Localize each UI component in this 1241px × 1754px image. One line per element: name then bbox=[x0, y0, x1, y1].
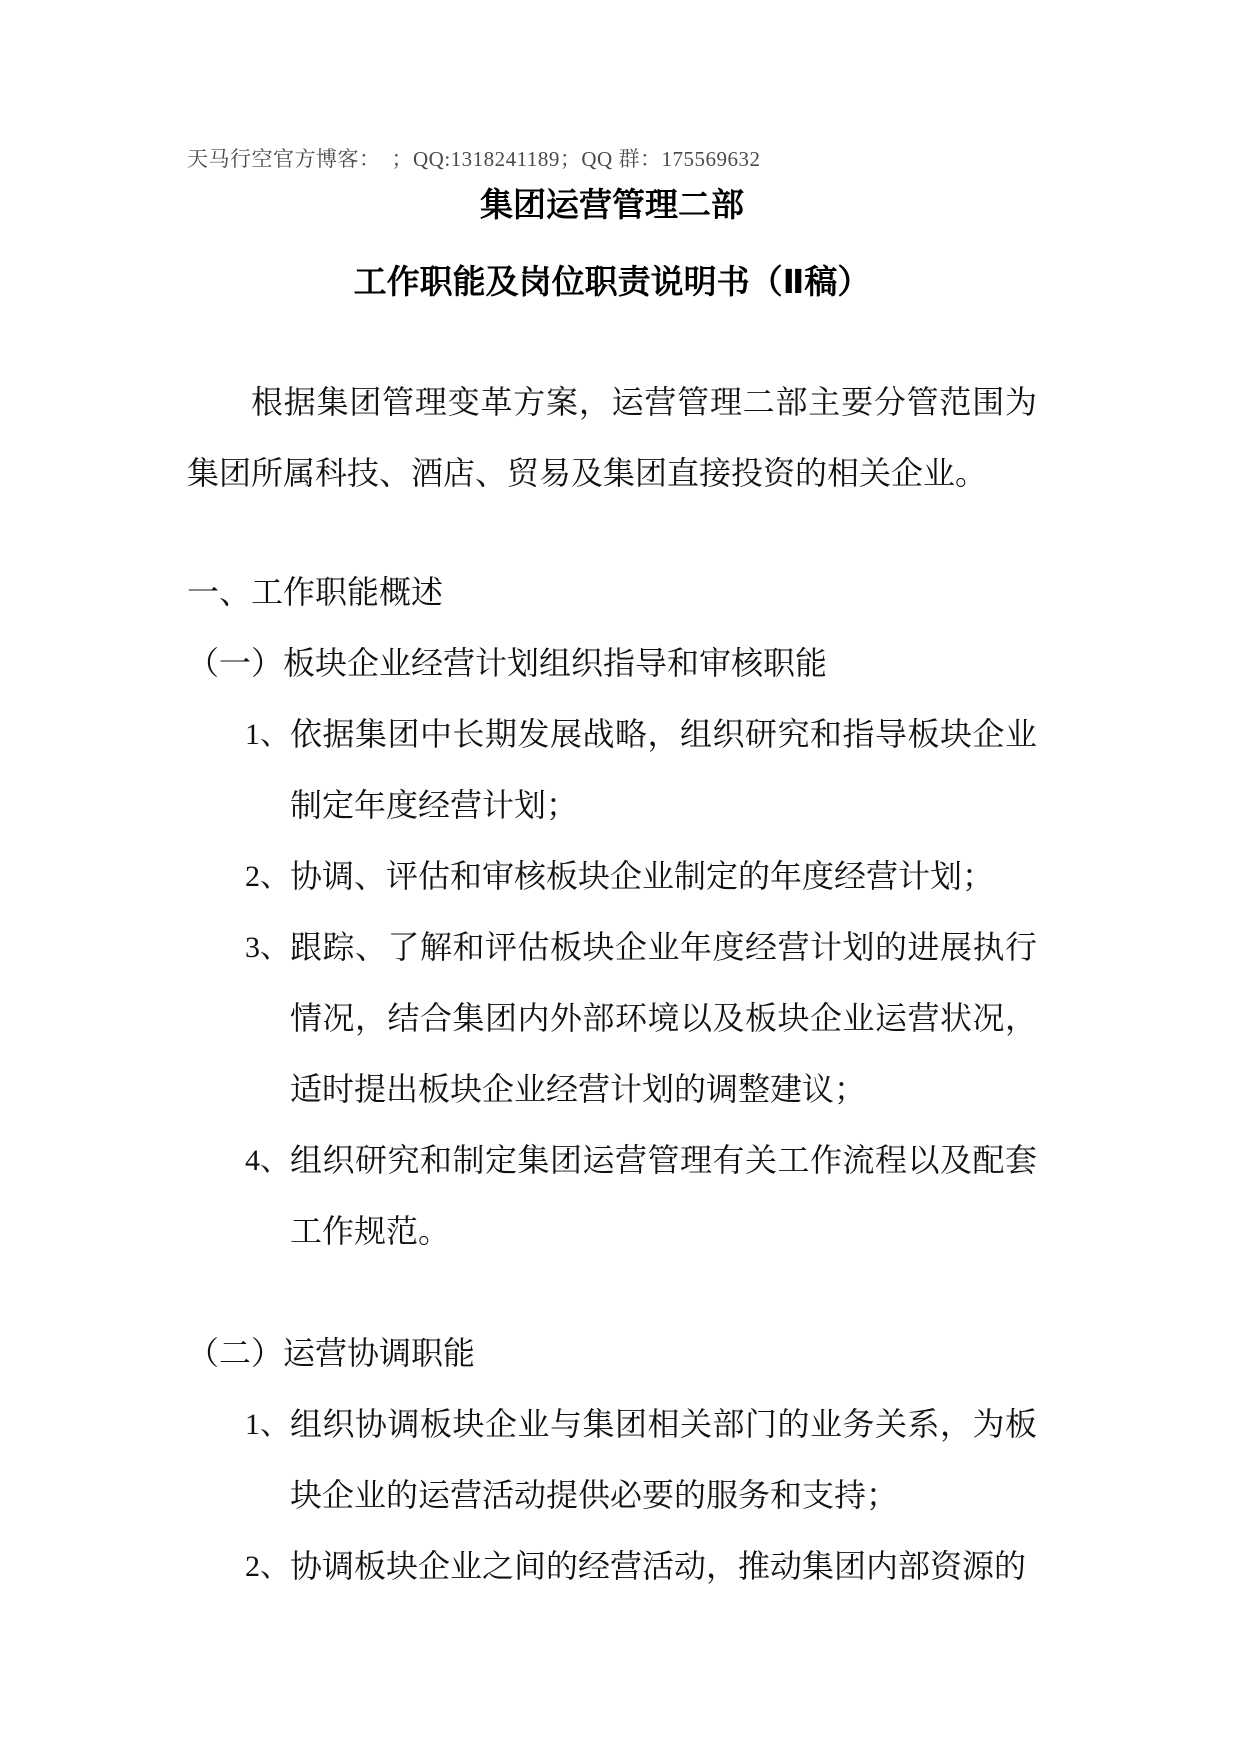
list-item bbox=[187, 699, 1037, 841]
list-item bbox=[187, 1125, 1037, 1267]
item-number: 4、 bbox=[245, 1144, 290, 1177]
blog-watermark-header: 天马行空官方博客： ；QQ:1318241189；QQ 群：175569632 bbox=[187, 147, 761, 171]
item-text: 依据集团中长期发展战略，组织研究和指导板块企业制定年度经营计划； bbox=[290, 716, 1037, 823]
item-text: 协调、评估和审核板块企业制定的年度经营计划； bbox=[290, 858, 995, 894]
list-item bbox=[187, 912, 1037, 1125]
item-number: 2、 bbox=[245, 1550, 290, 1583]
item-text: 组织研究和制定集团运营管理有关工作流程以及配套工作规范。 bbox=[290, 1142, 1037, 1249]
document-title: 集团运营管理二部 bbox=[480, 186, 744, 223]
item-text: 组织协调板块企业与集团相关部门的业务关系，为板块企业的运营活动提供必要的服务和支持； bbox=[290, 1406, 1037, 1513]
subsection-title-2: （二）运营协调职能 bbox=[187, 1335, 476, 1371]
subsection-title-1: （一）板块企业经营计划组织指导和审核职能 bbox=[187, 645, 828, 681]
item-number: 1、 bbox=[245, 1408, 290, 1441]
item-text: 跟踪、了解和评估板块企业年度经营计划的进展执行情况，结合集团内外部环境以及板块企业运营状况，适时提出板块企业经营计划的调整建议； bbox=[290, 929, 1037, 1107]
intro-paragraph: 根据集团管理变革方案，运营管理二部主要分管范围为集团所属科技、酒店、贸易及集团直接投资的相关企业。 bbox=[187, 384, 1037, 491]
list-item bbox=[187, 841, 1037, 912]
item-number: 2、 bbox=[245, 860, 290, 893]
item-number: 3、 bbox=[245, 931, 290, 964]
document-subtitle: 工作职能及岗位职责说明书（Ⅱ稿） bbox=[353, 263, 871, 300]
section-heading-1: 一、工作职能概述 bbox=[187, 574, 444, 610]
list-item bbox=[187, 1389, 1037, 1531]
list-item bbox=[187, 1531, 1037, 1602]
item-number: 1、 bbox=[245, 718, 290, 751]
item-text: 协调板块企业之间的经营活动，推动集团内部资源的 bbox=[290, 1548, 1027, 1584]
